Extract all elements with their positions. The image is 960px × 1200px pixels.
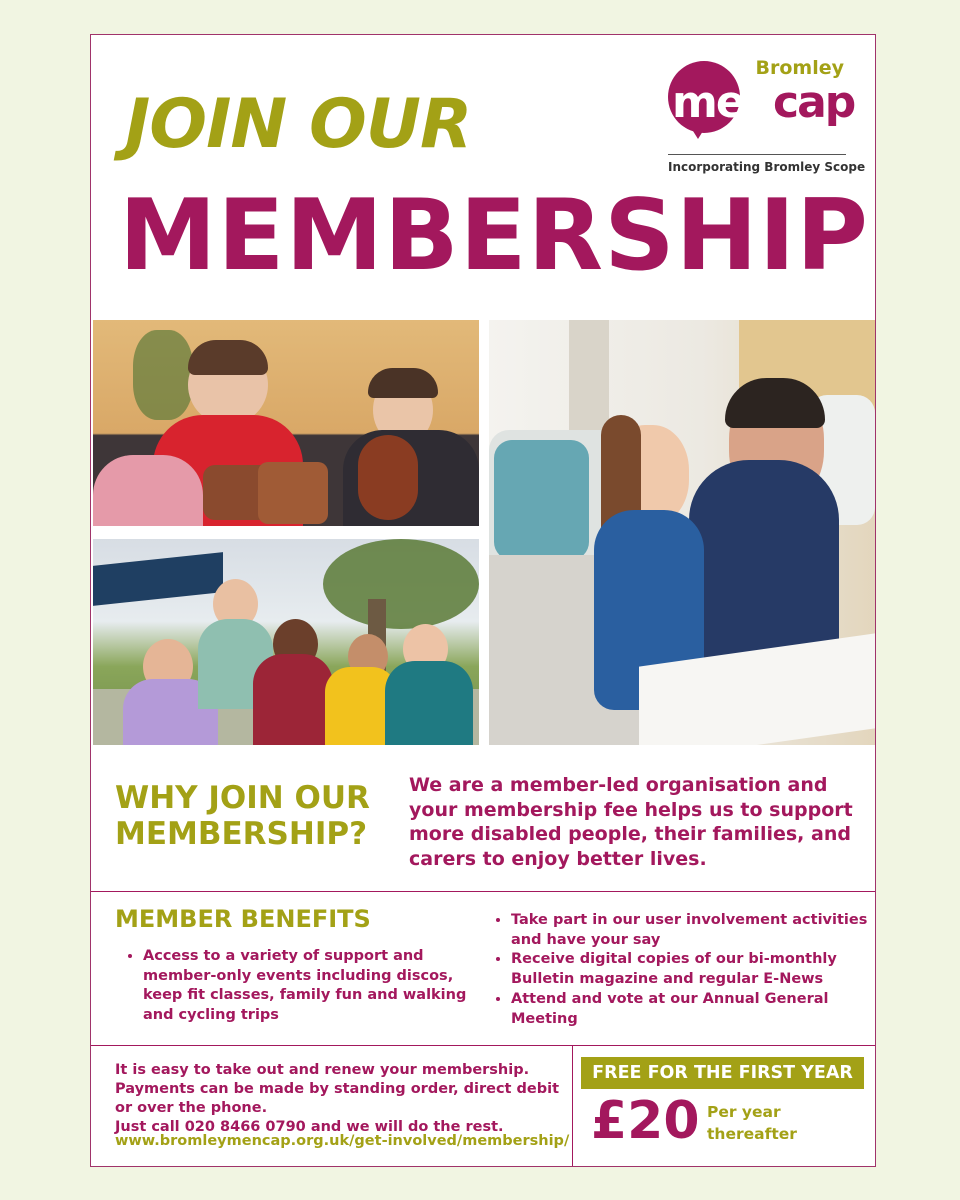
- section-divider: [91, 891, 875, 892]
- benefits-list-left: [115, 947, 483, 1026]
- logo-wordmark-light: men: [672, 77, 774, 128]
- mencap-logo: [666, 57, 866, 177]
- benefits-list-right: [491, 911, 876, 1029]
- music-session-photo: [93, 320, 479, 526]
- free-first-year-badge: FREE FOR THE FIRST YEAR: [581, 1057, 864, 1089]
- benefit-item: • Access to a variety of support and member-only events including discos, keep fit classes, family fun and walking and cycling trips: [143, 947, 483, 1026]
- price-note: Per year thereafter: [707, 1103, 797, 1144]
- membership-price: £20: [591, 1091, 700, 1151]
- membership-url-link[interactable]: www.bromleymencap.org.uk/get-involved/membership/: [115, 1133, 570, 1149]
- member-benefits-heading: MEMBER BENEFITS: [115, 905, 371, 933]
- why-join-heading: WHY JOIN OUR MEMBERSHIP?: [115, 780, 370, 852]
- renewal-info: [115, 1061, 560, 1136]
- renewal-payment-text: It is easy to take out and renew your membership. Payments can be made by standing order, direct debit or over the phone.: [115, 1062, 560, 1116]
- logo-wordmark-dark: cap: [773, 77, 855, 128]
- why-join-text: We are a member-led organisation and your membership fee helps us to support more disabled people, their families, and carers to enjoy better lives.: [409, 774, 853, 871]
- vertical-divider: [572, 1045, 573, 1167]
- friends-outdoors-photo: [93, 539, 479, 745]
- heading-line-2: MEMBERSHIP: [119, 179, 869, 293]
- benefit-item: • Receive digital copies of our bi-monthly Bulletin magazine and regular E-News: [511, 950, 876, 989]
- logo-divider: [668, 154, 846, 155]
- benefit-item: • Attend and vote at our Annual General Meeting: [511, 990, 876, 1029]
- membership-poster: [90, 34, 876, 1167]
- logo-tagline: Incorporating Bromley Scope: [668, 160, 866, 174]
- section-divider: [91, 1045, 875, 1046]
- benefit-item: • Take part in our user involvement activities and have your say: [511, 911, 876, 950]
- father-daughter-drawing-photo: [489, 320, 875, 745]
- renewal-phone-text: Just call 020 8466 0790 and we will do the rest.: [115, 1118, 504, 1135]
- heading-line-1: JOIN OUR: [125, 85, 472, 164]
- logo-region: Bromley: [755, 57, 844, 79]
- logo-wordmark: [672, 77, 855, 128]
